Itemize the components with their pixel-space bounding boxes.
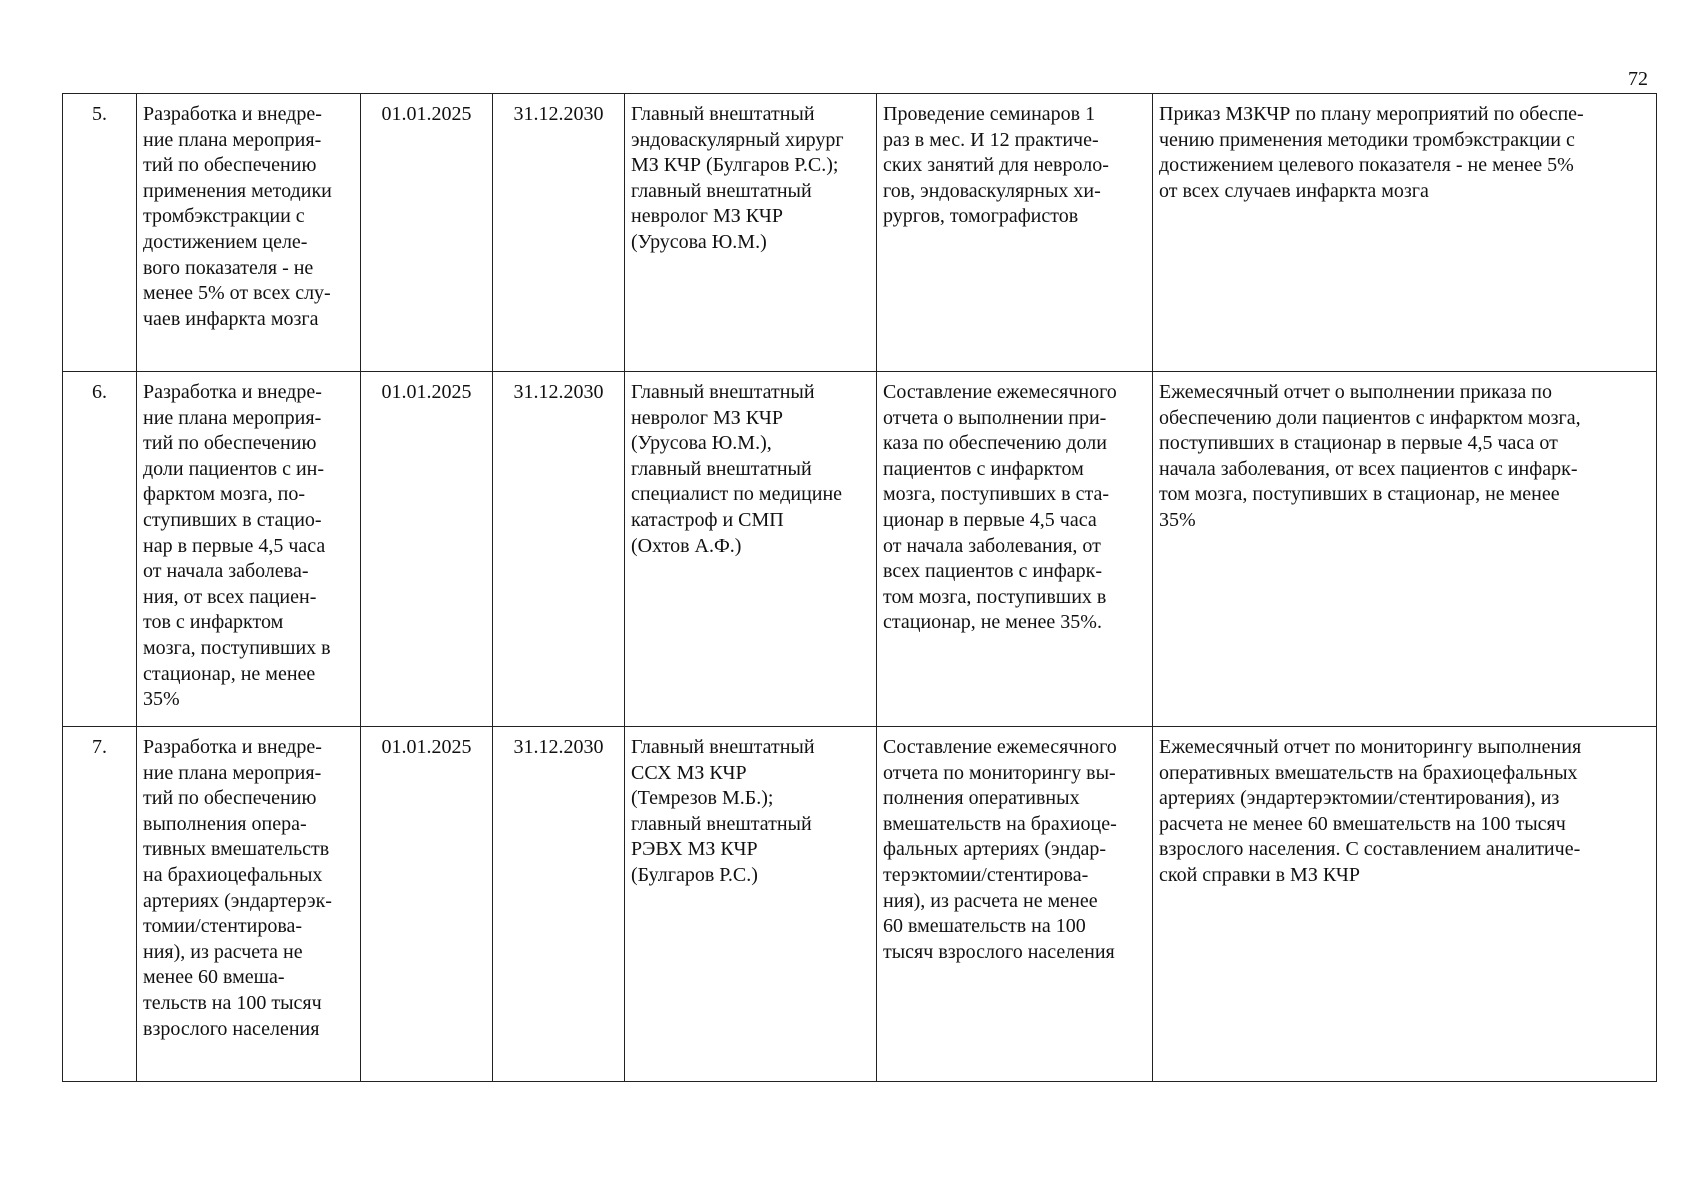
start-date: 01.01.2025 — [361, 727, 493, 1082]
measure-description: Разработка и внедре- ние плана мероприя- тий по обеспечению выполнения опера- тивных вмешательств на брахиоцефальных артериях (эндартерэк- томии/стентирова- ния), из расчета не менее 60 вмеша- тельств на 100 тысяч взрослого населения — [137, 727, 361, 1082]
end-date: 31.12.2030 — [493, 372, 625, 727]
end-date: 31.12.2030 — [493, 727, 625, 1082]
table-row — [63, 727, 1657, 1082]
end-date: 31.12.2030 — [493, 94, 625, 372]
responsible-persons: Главный внештатный эндоваскулярный хирург МЗ КЧР (Булгаров Р.С.); главный внештатный невролог МЗ КЧР (Урусова Ю.М.) — [625, 94, 877, 372]
responsible-persons: Главный внештатный ССХ МЗ КЧР (Темрезов М.Б.); главный внештатный РЭВХ МЗ КЧР (Булгаров Р.С.) — [625, 727, 877, 1082]
measures-table — [62, 93, 1657, 1082]
start-date: 01.01.2025 — [361, 372, 493, 727]
implementation-form: Составление ежемесячного отчета по мониторингу вы- полнения оперативных вмешательств на брахиоце- фальных артериях (эндар- терэктомии/стентирова- ния), из расчета не менее 60 вмешательств на 100 тысяч взрослого населения — [877, 727, 1153, 1082]
row-number: 7. — [63, 727, 137, 1082]
start-date: 01.01.2025 — [361, 94, 493, 372]
expected-result: Ежемесячный отчет о выполнении приказа по обеспечению доли пациентов с инфарктом мозга, поступивших в стационар в первые 4,5 часа от начала заболевания, от всех пациентов с инфарк- том мозга, поступивших в стационар, не менее 35% — [1153, 372, 1657, 727]
measure-description: Разработка и внедре- ние плана мероприя- тий по обеспечению применения методики тромбэкстракции с достижением целе- вого показателя - не менее 5% от всех слу- чаев инфаркта мозга — [137, 94, 361, 372]
table-row — [63, 372, 1657, 727]
row-number: 5. — [63, 94, 137, 372]
table-row — [63, 94, 1657, 372]
implementation-form: Составление ежемесячного отчета о выполнении при- каза по обеспечению доли пациентов с инфарктом мозга, поступивших в ста- ционар в первые 4,5 часа от начала заболевания, от всех пациентов с инфарк- том мозга, поступивших в стационар, не менее 35%. — [877, 372, 1153, 727]
expected-result: Ежемесячный отчет по мониторингу выполнения оперативных вмешательств на брахиоцефальных артериях (эндартерэктомии/стентирования), из расчета не менее 60 вмешательств на 100 тысяч взрослого населения. С составлением аналитиче- ской справки в МЗ КЧР — [1153, 727, 1657, 1082]
expected-result: Приказ МЗКЧР по плану мероприятий по обеспе- чению применения методики тромбэкстракции с достижением целевого показателя - не менее 5% от всех случаев инфаркта мозга — [1153, 94, 1657, 372]
implementation-form: Проведение семинаров 1 раз в мес. И 12 практиче- ских занятий для невроло- гов, эндоваскулярных хи- рургов, томографистов — [877, 94, 1153, 372]
measure-description: Разработка и внедре- ние плана мероприя- тий по обеспечению доли пациентов с ин- фарктом мозга, по- ступивших в стацио- нар в первые 4,5 часа от начала заболева- ния, от всех пациен- тов с инфарктом мозга, поступивших в стационар, не менее 35% — [137, 372, 361, 727]
row-number: 6. — [63, 372, 137, 727]
page-number: 72 — [1628, 68, 1648, 90]
responsible-persons: Главный внештатный невролог МЗ КЧР (Урусова Ю.М.), главный внештатный специалист по медицине катастроф и СМП (Охтов А.Ф.) — [625, 372, 877, 727]
